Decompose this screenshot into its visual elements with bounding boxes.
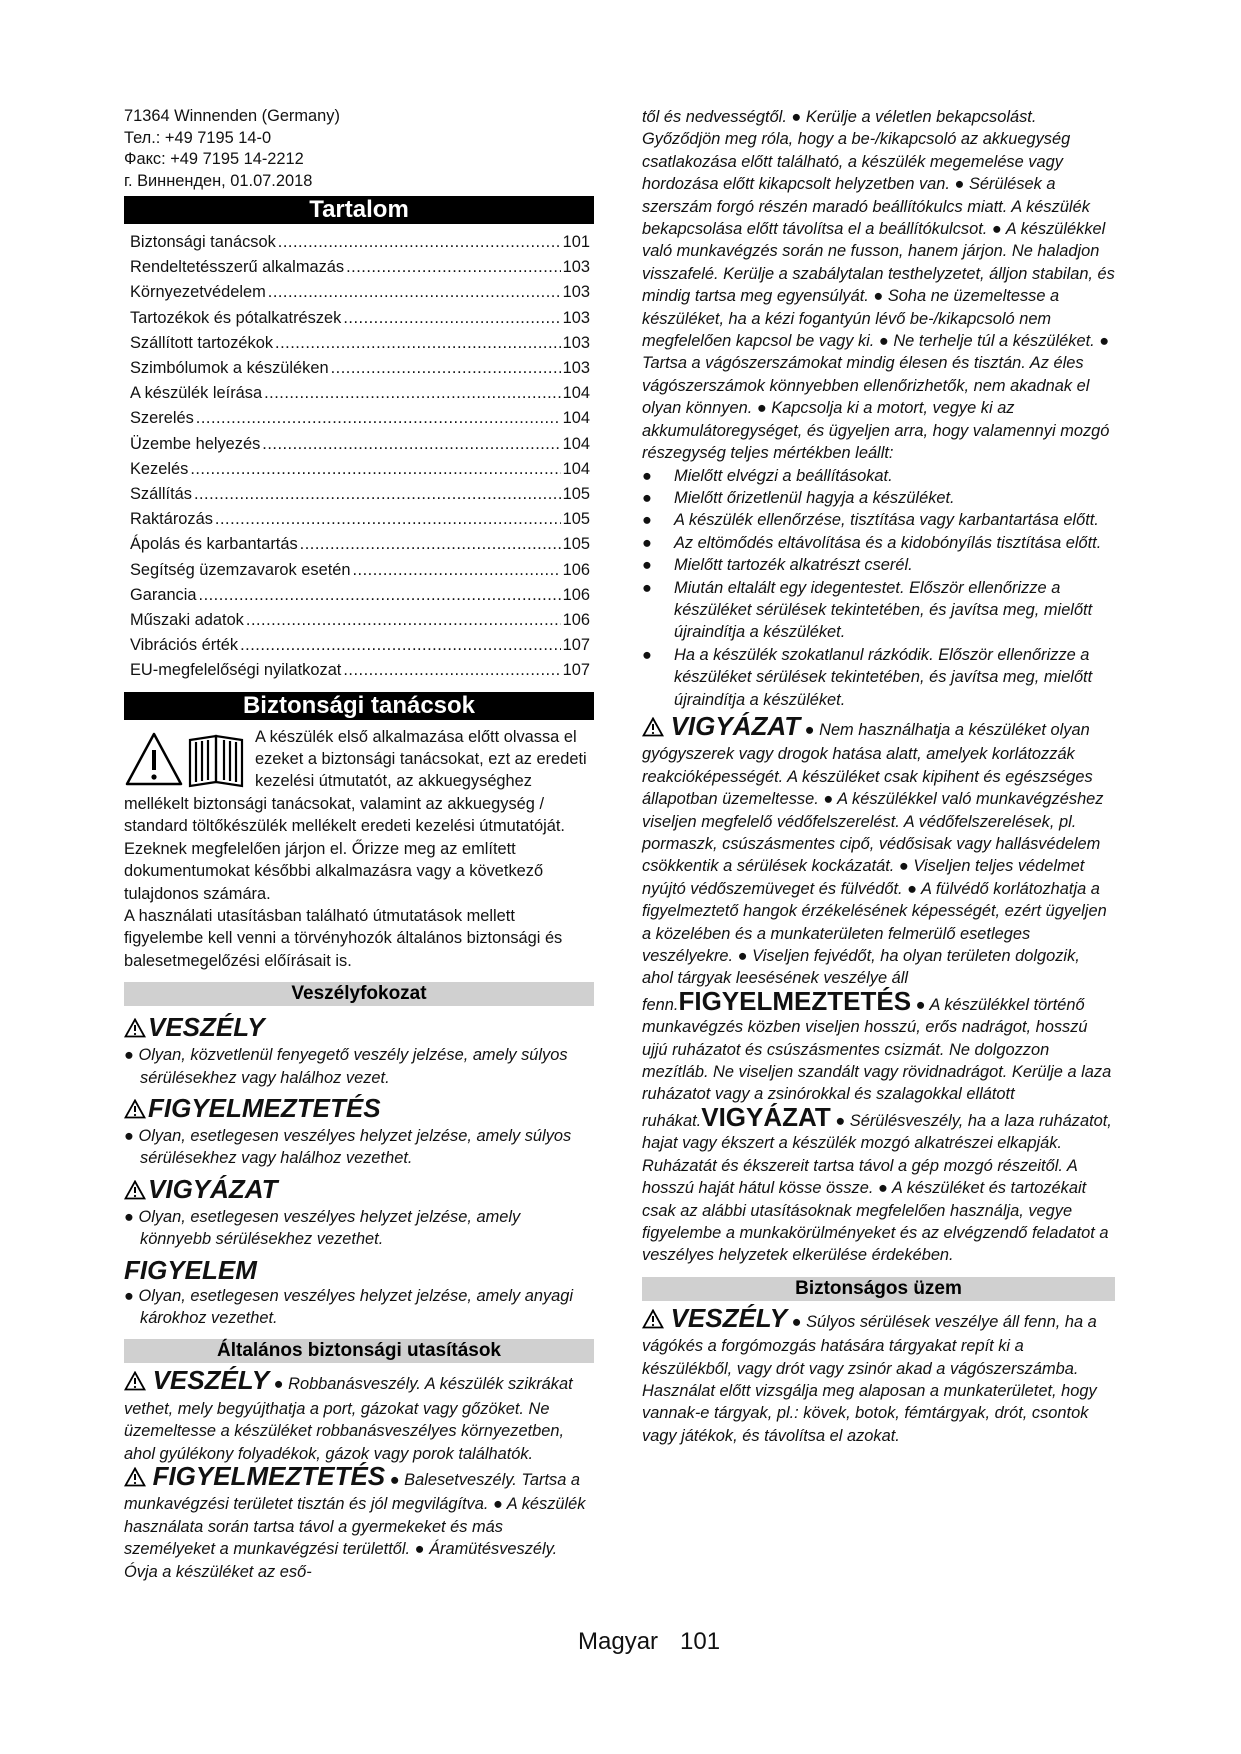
toc-dot-leader (246, 608, 561, 633)
toc-entry-title: Szimbólumok a készüléken (130, 359, 329, 378)
warning-triangle-icon (642, 1309, 664, 1335)
hazard-level-name: VESZÉLY (148, 1012, 265, 1043)
toc-entry-title: Műszaki adatok (130, 611, 244, 630)
warning-triangle-icon (124, 1176, 146, 1206)
list-item (642, 465, 1115, 487)
toc-entry (130, 532, 594, 557)
toc-entry-page: 103 (562, 359, 590, 378)
toc-dot-leader (343, 306, 560, 331)
table-of-contents (124, 230, 594, 684)
toc-entry-title: Biztonsági tanácsok (130, 233, 276, 251)
warning-triangle-icon (127, 734, 181, 784)
general-safety-heading: Általános biztonsági utasítások (124, 1339, 594, 1363)
list-item-text: Miután eltalált egy idegentestet. Először ellenőrizze a készüléket sérülések tekintetében, és javítsa meg, mielőtt újraindítja a készüléket. (674, 578, 1093, 642)
toc-entry-title: Üzembe helyezés (130, 434, 261, 453)
toc-entry-page: 107 (562, 661, 590, 680)
safety-intro-text: A készülék első alkalmazása előtt olvassa el ezeket a biztonsági tanácsokat, ezt az eredeti kezelési útmutatót, az akkuegységhez mellékelt biztonsági tanácsokat, valamint az akkuegység / standard töltőkészülék mellékelt eredeti kezelési útmutatóját. Ezeknek megfelelően járjon el. Őrizze meg az említett dokumentumokat későbbi alkalmazásra vagy a következő tulajdonos számára. (124, 727, 587, 903)
safety-intro (124, 726, 594, 905)
toc-entry-page: 103 (562, 333, 590, 352)
toc-entry (130, 608, 594, 633)
toc-entry-page: 106 (562, 585, 590, 604)
list-item (642, 532, 1115, 554)
toc-entry-page: 104 (562, 434, 590, 453)
toc-entry (130, 432, 594, 457)
warning-triangle-icon (124, 1467, 146, 1493)
toc-dot-leader (196, 406, 561, 431)
safe-operation-text: ● Súlyos sérülések veszélye áll fenn, ha a vágókés a forgómozgás hatására tárgyakat repít ki a készülékből, vagy drót vagy zsinór akad a vágószerszámba. Használat előtt vizsgálja meg alaposan a munkaterületet, hogy vannak-e tárgyak, pl.: kövek, botok, fémtárgyak, drót, csontok vagy játékok, és távolítsa el azokat. (642, 1312, 1097, 1445)
read-manual-book-icon (190, 736, 242, 786)
bullet-icon: ● (642, 645, 652, 664)
safe-operation-heading: Biztonságos üzem (642, 1277, 1115, 1301)
hazard-level-label (124, 1093, 594, 1125)
safety-intro-2: A használati utasításban található útmutatások mellett figyelembe kell venni a törvényhozók általános biztonsági és balesetmegelőzési előírásait is. (124, 906, 563, 970)
list-item (642, 509, 1115, 531)
toc-entry (130, 633, 594, 658)
caution-text: ● Nem használhatja a készüléket olyan gyógyszerek vagy drogok hatása alatt, amelyek korlátozzák reakcióképességét. A készüléket csak kipihent és egészséges állapotban üzemeltesse. ● A készülékkel való munkavégzéshez viseljen megfelelő védőfelszerelést. A védőfelszerelések, pl. pormaszk, csúszásmentes cipő, védősisak vagy hallásvédelem csökkentik a sérülések kockázatát. ● Viseljen teljes védelmet nyújtó védőszemüveget és fülvédőt. ● A fülvédő korlátozhatja a figyelmeztető hangok érzékelésének képességét, ezért ügyeljen a közelében és a munkaterületen felmerülő esetleges veszélyekre. ● Viseljen fejvédőt, ha olyan területen dolgozik, ahol tárgyak leesésének veszélye áll fenn. (642, 720, 1107, 1014)
toc-dot-leader (278, 230, 561, 255)
right-column (642, 106, 1115, 1447)
toc-entry-page: 107 (562, 636, 590, 655)
warning-triangle-icon (642, 717, 664, 743)
page-footer (578, 1628, 742, 1656)
bullet-icon: ● (642, 533, 652, 552)
toc-entry (130, 583, 594, 608)
caution-text-2: ● Sérülésveszély, ha a laza ruházatot, hajat vagy ékszert a készülék mozgó alkatrészei elkapják. Ruházatát és ékszereit tartsa távol a gép mozgó részeitől. A hosszú haját hátul kösse össze. ● A készüléket és tartozékait csak az alábbi utasításoknak megfelelően használja, vegye figyelembe a munkakörülményeket és az elvégzendő feladatot a veszélyes helyzetek elkerülése érdekében. (642, 1111, 1112, 1265)
hazard-levels (124, 1012, 594, 1329)
list-item-text: Ha a készülék szokatlanul rázkódik. Először ellenőrizze a készüléket sérülések tekintetében, és javítsa meg, mielőtt újraindítja a készüléket. (674, 645, 1093, 709)
toc-entry (130, 507, 594, 532)
toc-entry-title: Ápolás és karbantartás (130, 535, 298, 554)
toc-dot-leader (275, 331, 561, 356)
bullet-icon: ● (642, 511, 652, 530)
toc-entry-title: EU-megfelelőségi nyilatkozat (130, 661, 342, 680)
fax-line: Факс: +49 7195 14-2212 (124, 150, 304, 168)
toc-entry (130, 658, 594, 683)
bullet-icon: ● (642, 578, 652, 597)
toc-dot-leader (199, 583, 561, 608)
toc-dot-leader (215, 507, 561, 532)
footer-page-number: 101 (680, 1628, 721, 1655)
toc-entry-page: 104 (562, 409, 590, 428)
warning-text: ● A készülékkel történő munkavégzés közben viseljen hosszú, erős nadrágot, hosszú ujjú ruházatot és csúszásmentes csizmát. Ne dolgozzon mezítláb. Ne viseljen szandált vagy rövidnadrágot. Kerülje a laza ruházatot vagy a zsinórokkal és szalagokkal ellátott ruhákat. (642, 995, 1112, 1130)
toc-dot-leader (300, 532, 561, 557)
safe-operation-paragraph (642, 1302, 1115, 1447)
toc-dot-leader (353, 558, 561, 583)
toc-entry (130, 306, 594, 331)
toc-entry-page: 105 (562, 485, 590, 504)
caution-keyword: VIGYÁZAT (670, 710, 801, 741)
hazard-level-name: FIGYELMEZTETÉS (148, 1092, 381, 1123)
list-item-text: Mielőtt tartozék alkatrészt cserél. (674, 556, 913, 575)
warning-triangle-icon (124, 1095, 146, 1125)
general-warning-text: ● Balesetveszély. Tartsa a munkavégzési területet tisztán és jól megvilágítva. ● A készülék használata során tartsa távol a gyermekeket és más személyeket a munkavégzési területtől. ● Áramütésveszély. Óvja a készüléket az eső- (124, 1471, 586, 1581)
warning-keyword: FIGYELMEZTETÉS (152, 1461, 386, 1491)
caution-keyword-2: VIGYÁZAT (701, 1101, 831, 1132)
continued-paragraph: től és nedvességtől. ● Kerülje a véletlen bekapcsolást. Győződjön meg róla, hogy a be-/kikapcsoló az akkuegység csatlakozása előtt található, a készülék megemelése vagy hordozása előtt kikapcsolt helyzetben van. ● Sérülések a szerszám forgó részén maradó beállítókulcs miatt. A készülék bekapcsolása előtt távolítsa el a beállítókulcsot. ● A készülékkel való munkavégzés során ne fusson, hanem járjon. Ne haladjon visszafelé. Kerülje a szabálytalan testhelyzetet, álljon stabilan, és mindig tartsa meg egyensúlyát. ● Soha ne üzemeltesse a készüléket, ha a kézi fogantyún lévő be-/kikapcsoló nem megfelelően kapcsol be vagy ki. ● Ne terhelje túl a készüléket. ● Tartsa a vágószerszámokat mindig élesen és tisztán. Az éles vágószerszámok könnyebben ellenőrizhetők, nem akadnak el olyan könnyen. ● Kapcsolja ki a motort, vegye ki az akkumulátoregységet, és ügyeljen arra, hogy valamennyi mozgó részegység teljes mértékben leállt: (642, 108, 1115, 463)
toc-entry-title: Garancia (130, 585, 197, 604)
hazard-level-label (124, 1174, 594, 1206)
hazard-level-description: ● Olyan, esetlegesen veszélyes helyzet jelzése, amely súlyos sérülésekhez vagy halálhoz vezethet. (124, 1126, 572, 1168)
hazard-levels-heading: Veszélyfokozat (124, 982, 594, 1006)
toc-entry-title: Tartozékok és pótalkatrészek (130, 308, 342, 327)
footer-language: Magyar (578, 1628, 659, 1655)
toc-entry-page: 103 (562, 283, 590, 302)
hazard-level-name: FIGYELEM (124, 1254, 257, 1285)
list-item (642, 554, 1115, 576)
list-item-text: A készülék ellenőrzése, tisztítása vagy karbantartása előtt. (674, 511, 1099, 530)
danger-keyword: VESZÉLY (152, 1365, 270, 1396)
toc-entry (130, 482, 594, 507)
toc-dot-leader (343, 658, 560, 683)
general-warning-paragraph (124, 1461, 594, 1583)
toc-dot-leader (190, 457, 560, 482)
toc-entry-page: 106 (562, 611, 590, 630)
toc-entry-title: Szerelés (130, 409, 194, 428)
toc-entry-page: 106 (562, 560, 590, 579)
hazard-level-name: VIGYÁZAT (148, 1173, 278, 1204)
toc-dot-leader (262, 432, 560, 457)
hazard-level-description: ● Olyan, esetlegesen veszélyes helyzet jelzése, amely anyagi károkhoz vezethet. (124, 1286, 574, 1327)
phone-line: Тел.: +49 7195 14-0 (124, 128, 272, 147)
toc-dot-leader (240, 633, 561, 658)
toc-entry-title: Raktározás (130, 510, 213, 529)
toc-entry (130, 457, 594, 482)
general-danger-paragraph (124, 1365, 594, 1465)
toc-entry (130, 255, 594, 280)
warning-triangle-icon (124, 1014, 146, 1044)
list-item (642, 487, 1115, 509)
warning-keyword: FIGYELMEZTETÉS (678, 985, 912, 1016)
toc-entry-page: 105 (562, 510, 590, 529)
stop-motor-list (642, 465, 1115, 711)
toc-entry (130, 381, 594, 406)
hazard-level-description: ● Olyan, esetlegesen veszélyes helyzet jelzése, amely könnyebb sérülésekhez vezethet. (124, 1207, 521, 1249)
toc-entry (130, 406, 594, 431)
toc-entry-title: Vibrációs érték (130, 636, 239, 655)
address-block (124, 106, 594, 192)
toc-dot-leader (264, 381, 561, 406)
toc-entry (130, 331, 594, 356)
toc-entry-title: Kezelés (130, 459, 189, 478)
safety-symbols (124, 728, 249, 790)
safety-heading: Biztonsági tanácsok (124, 692, 594, 720)
toc-dot-leader (331, 356, 561, 381)
address-line: 71364 Winnenden (Germany) (124, 107, 340, 125)
toc-entry (130, 356, 594, 381)
place-date-line: г. Винненден, 01.07.2018 (124, 171, 313, 190)
toc-entry-page: 101 (562, 233, 590, 251)
toc-entry-title: Segítség üzemzavarok esetén (130, 560, 351, 579)
toc-entry-title: Szállított tartozékok (130, 333, 274, 352)
toc-entry-title: Szállítás (130, 485, 192, 504)
bullet-icon: ● (642, 556, 652, 575)
toc-heading: Tartalom (124, 196, 594, 224)
toc-entry (130, 280, 594, 305)
toc-entry-page: 103 (562, 258, 590, 277)
left-column (124, 106, 594, 1583)
list-item-text: Az eltömődés eltávolítása és a kidobónyílás tisztítása előtt. (674, 533, 1102, 552)
toc-entry-title: Rendeltetésszerű alkalmazás (130, 258, 345, 277)
toc-entry-page: 105 (562, 535, 590, 554)
toc-dot-leader (346, 255, 561, 280)
toc-entry-page: 104 (562, 384, 590, 403)
toc-entry (130, 558, 594, 583)
general-danger-text: ● Robbanásveszély. A készülék szikrákat vethet, mely begyújthatja a port, gázokat vagy gőzöket. Ne üzemeltesse a készüléket robbanásveszélyes környezetben, ahol gyúlékony folyadékok, gázok vagy porok találhatók. (124, 1375, 573, 1463)
bullet-icon: ● (642, 466, 652, 485)
hazard-level-label (124, 1255, 594, 1285)
danger-keyword: VESZÉLY (670, 1302, 788, 1333)
hazard-level-description: ● Olyan, közvetlenül fenyegető veszély jelzése, amely súlyos sérülésekhez vagy halálhoz vezet. (124, 1046, 568, 1087)
caution-paragraph (642, 710, 1115, 1267)
bullet-icon: ● (642, 488, 652, 507)
list-item-text: Mielőtt őrizetlenül hagyja a készüléket. (674, 488, 955, 507)
toc-entry-page: 104 (562, 459, 590, 478)
toc-dot-leader (268, 280, 561, 305)
toc-entry-title: A készülék leírása (130, 384, 263, 403)
hazard-level-label (124, 1012, 594, 1044)
toc-entry-title: Környezetvédelem (130, 283, 266, 302)
toc-entry (130, 230, 594, 255)
warning-triangle-icon (124, 1371, 146, 1397)
list-item-text: Mielőtt elvégzi a beállításokat. (674, 466, 893, 485)
list-item (642, 644, 1115, 711)
list-item (642, 577, 1115, 644)
toc-dot-leader (194, 482, 561, 507)
toc-entry-page: 103 (562, 308, 590, 327)
